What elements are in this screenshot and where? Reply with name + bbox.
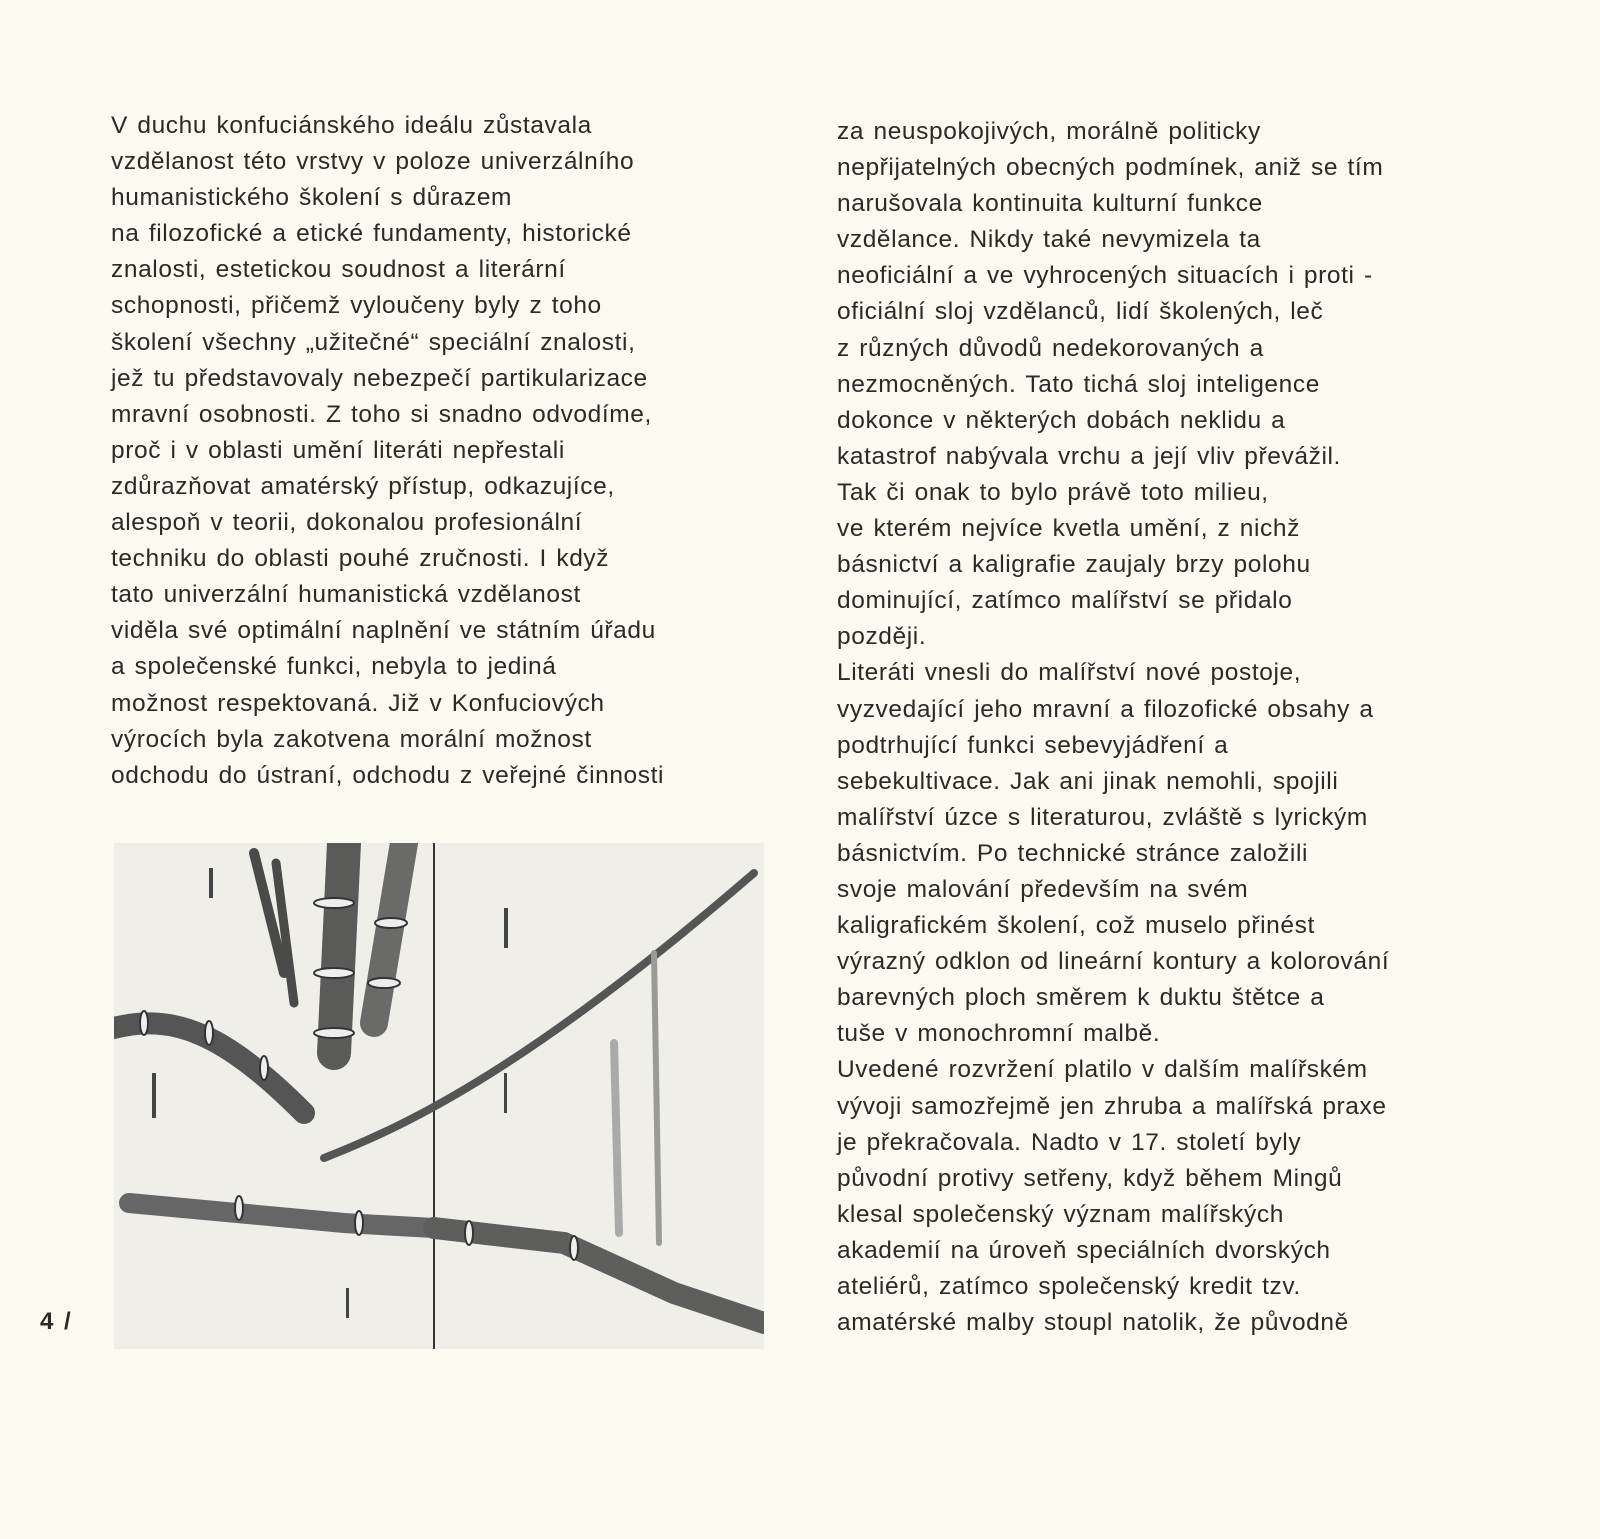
text-line: humanistického školení s důrazem	[111, 184, 513, 212]
text-line: amatérské malby stoupl natolik, že původně	[837, 1309, 1349, 1337]
text-line: jež tu představovaly nebezpečí partikularizace	[111, 364, 648, 392]
text-line: kaligrafickém školení, což muselo přinést	[837, 912, 1315, 940]
text-line: schopnosti, přičemž vyloučeny byly z toho	[111, 292, 602, 320]
bamboo-ink-painting-illustration	[114, 843, 764, 1349]
text-line: později.	[837, 623, 927, 651]
text-line: viděla své optimální naplnění ve státním úřadu	[111, 617, 656, 645]
text-line: Uvedené rozvržení platilo v dalším malířském	[837, 1056, 1368, 1084]
text-line: neoficiální a ve vyhrocených situacích i proti -	[837, 262, 1373, 290]
text-line: výrocích byla zakotvena morální možnost	[111, 725, 592, 753]
left-text-column	[111, 108, 664, 794]
text-line: z různých důvodů nedekorovaných a	[837, 334, 1264, 362]
text-line: malířství úzce s literaturou, zvláště s lyrickým	[837, 803, 1368, 831]
text-line: je překračovala. Nadto v 17. století byly	[837, 1128, 1302, 1156]
text-line: svoje malování především na svém	[837, 875, 1249, 903]
text-line: Literáti vnesli do malířství nové postoje,	[837, 659, 1302, 687]
text-line: oficiální sloj vzdělanců, lidí školených, leč	[837, 298, 1324, 326]
text-line: tuše v monochromní malbě.	[837, 1020, 1161, 1048]
text-line: tato univerzální humanistická vzdělanost	[111, 581, 581, 609]
page-number: 4 /	[40, 1308, 73, 1335]
text-line: za neuspokojivých, morálně politicky	[837, 118, 1261, 145]
text-line: nepřijatelných obecných podmínek, aniž se tím	[837, 154, 1384, 182]
text-line: dokonce v některých dobách neklidu a	[837, 406, 1286, 434]
text-line: a společenské funkci, nebyla to jediná	[111, 653, 557, 681]
text-line: V duchu konfuciánského ideálu zůstavala	[111, 112, 592, 139]
text-line: vzdělanost této vrstvy v poloze univerzálního	[111, 148, 635, 176]
text-line: sebekultivace. Jak ani jinak nemohli, spojili	[837, 767, 1339, 795]
text-line: alespoň v teorii, dokonalou profesionální	[111, 509, 583, 537]
text-line: vzdělance. Nikdy také nevymizela ta	[837, 226, 1261, 254]
text-line: ve kterém nejvíce kvetla umění, z nichž	[837, 515, 1300, 543]
text-line: znalosti, estetickou soudnost a literární	[111, 256, 566, 284]
right-text-column	[837, 114, 1389, 1341]
text-line: dominující, zatímco malířství se přidalo	[837, 587, 1293, 615]
text-line: vyzvedající jeho mravní a filozofické obsahy a	[837, 695, 1374, 723]
text-line: ateliérů, zatímco společenský kredit tzv.	[837, 1273, 1301, 1300]
text-line: klesal společenský význam malířských	[837, 1200, 1284, 1228]
text-line: vývoji samozřejmě jen zhruba a malířská praxe	[837, 1092, 1387, 1120]
text-line: akademií na úroveň speciálních dvorských	[837, 1236, 1331, 1264]
text-line: techniku do oblasti pouhé zručnosti. I když	[111, 545, 610, 573]
text-line: barevných ploch směrem k duktu štětce a	[837, 984, 1325, 1012]
text-line: původní protivy setřeny, když během Mingů	[837, 1164, 1343, 1192]
text-line: mravní osobnosti. Z toho si snadno odvodíme,	[111, 400, 652, 428]
text-line: na filozofické a etické fundamenty, historické	[111, 220, 632, 248]
text-line: školení všechny „užitečné“ speciální znalosti,	[111, 328, 636, 356]
text-line: narušovala kontinuita kulturní funkce	[837, 190, 1263, 218]
text-line: básnictvím. Po technické stránce založili	[837, 839, 1309, 867]
bamboo-painting-image	[114, 843, 764, 1349]
text-line: možnost respektovaná. Již v Konfuciových	[111, 689, 605, 717]
text-line: Tak či onak to bylo právě toto milieu,	[837, 478, 1269, 506]
text-line: nezmocněných. Tato tichá sloj inteligence	[837, 370, 1320, 398]
text-line: básnictví a kaligrafie zaujaly brzy polohu	[837, 551, 1311, 579]
text-line: podtrhující funkci sebevyjádření a	[837, 731, 1229, 759]
text-line: katastrof nabývala vrchu a její vliv převážil.	[837, 442, 1341, 470]
text-line: proč i v oblasti umění literáti nepřestali	[111, 436, 565, 464]
text-line: zdůrazňovat amatérský přístup, odkazujíce,	[111, 472, 615, 500]
text-line: odchodu do ústraní, odchodu z veřejné činnosti	[111, 761, 665, 789]
text-line: výrazný odklon od lineární kontury a kolorování	[837, 948, 1390, 976]
